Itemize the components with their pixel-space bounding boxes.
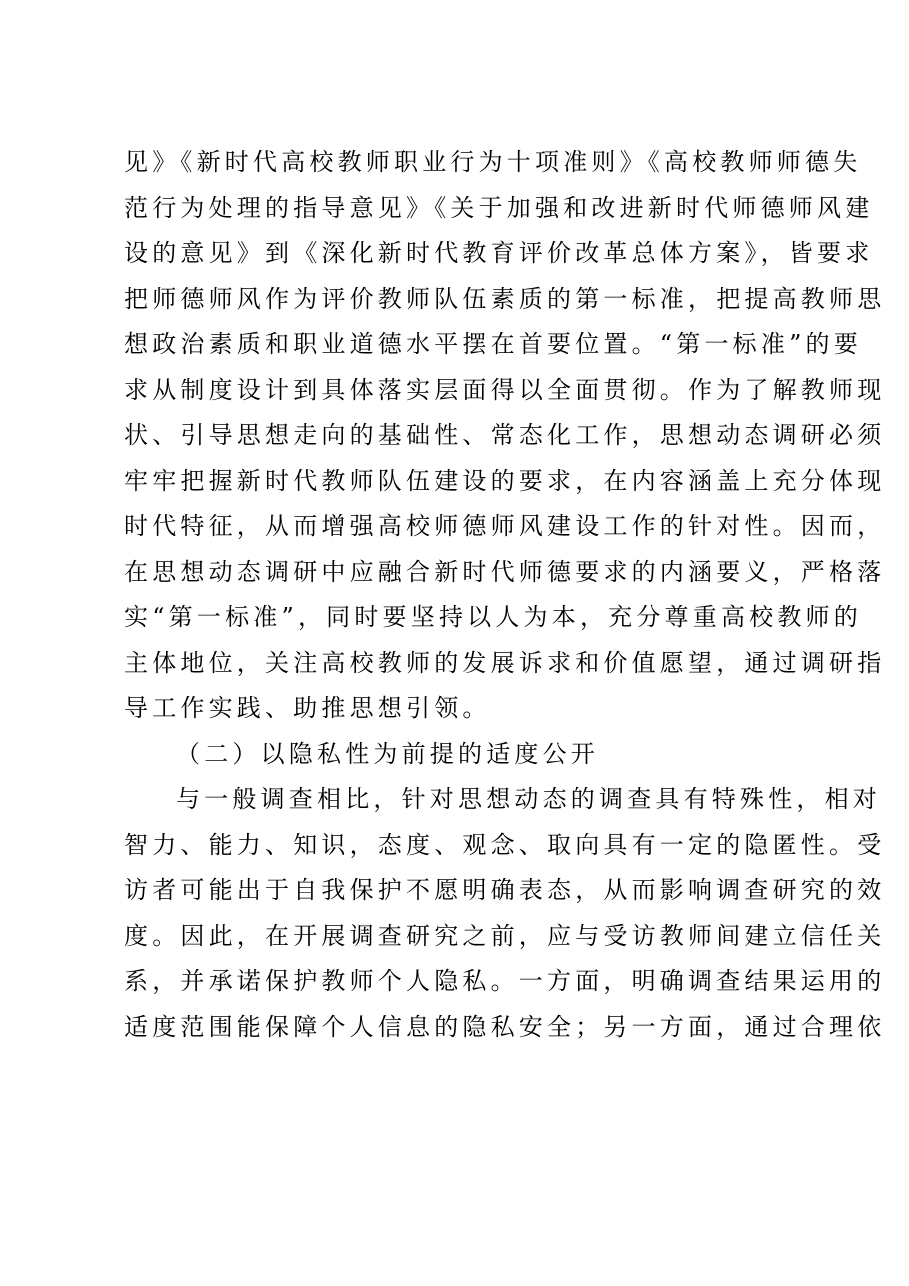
text-line: 在思想动态调研中应融合新时代师德要求的内涵要义，严格落: [124, 557, 886, 586]
text-line: 导工作实践、助推思想引领。: [124, 694, 491, 722]
text-line: 实“第一标准”，同时要坚持以人为本，充分尊重高校教师的: [124, 603, 862, 631]
document-body: [124, 140, 886, 1050]
text-line: 访者可能出于自我保护不愿明确表态，从而影响调查研究的效: [124, 876, 886, 904]
text-line: 范行为处理的指导意见》《关于加强和改进新时代师德师风建: [124, 193, 874, 222]
text-line: 状、引导思想走向的基础性、常态化工作，思想动态调研必须: [124, 421, 886, 449]
text-line: 时代特征，从而增强高校师德师风建设工作的针对性。因而，: [124, 512, 886, 540]
paragraph-first-line: 与一般调查相比，针对思想动态的调查具有特殊性，相对: [176, 785, 881, 813]
text-line: 牢牢把握新时代教师队伍建设的要求，在内容涵盖上充分体现: [124, 466, 886, 495]
text-line: 度。因此，在开展调查研究之前，应与受访教师间建立信任关: [124, 921, 886, 950]
section-heading: （二）以隐私性为前提的适度公开: [176, 739, 599, 768]
text-line: 智力、能力、知识，态度、观念、取向具有一定的隐匿性。受: [124, 830, 886, 859]
text-line: 把师德师风作为评价教师队伍素质的第一标准，把提高教师思: [124, 284, 886, 313]
text-line: 适度范围能保障个人信息的隐私安全；另一方面，通过合理依: [124, 1012, 886, 1041]
text-line: 设的意见》到《深化新时代教育评价改革总体方案》，皆要求: [124, 239, 874, 267]
text-line: 系，并承诺保护教师个人隐私。一方面，明确调查结果运用的: [124, 967, 886, 995]
text-line: 见》《新时代高校教师职业行为十项准则》《高校教师师德失: [124, 148, 862, 176]
text-line: 求从制度设计到具体落实层面得以全面贯彻。作为了解教师现: [124, 375, 886, 404]
text-line: 主体地位，关注高校教师的发展诉求和价值愿望，通过调研指: [124, 648, 886, 677]
text-line: 想政治素质和职业道德水平摆在首要位置。“第一标准”的要: [124, 330, 862, 358]
